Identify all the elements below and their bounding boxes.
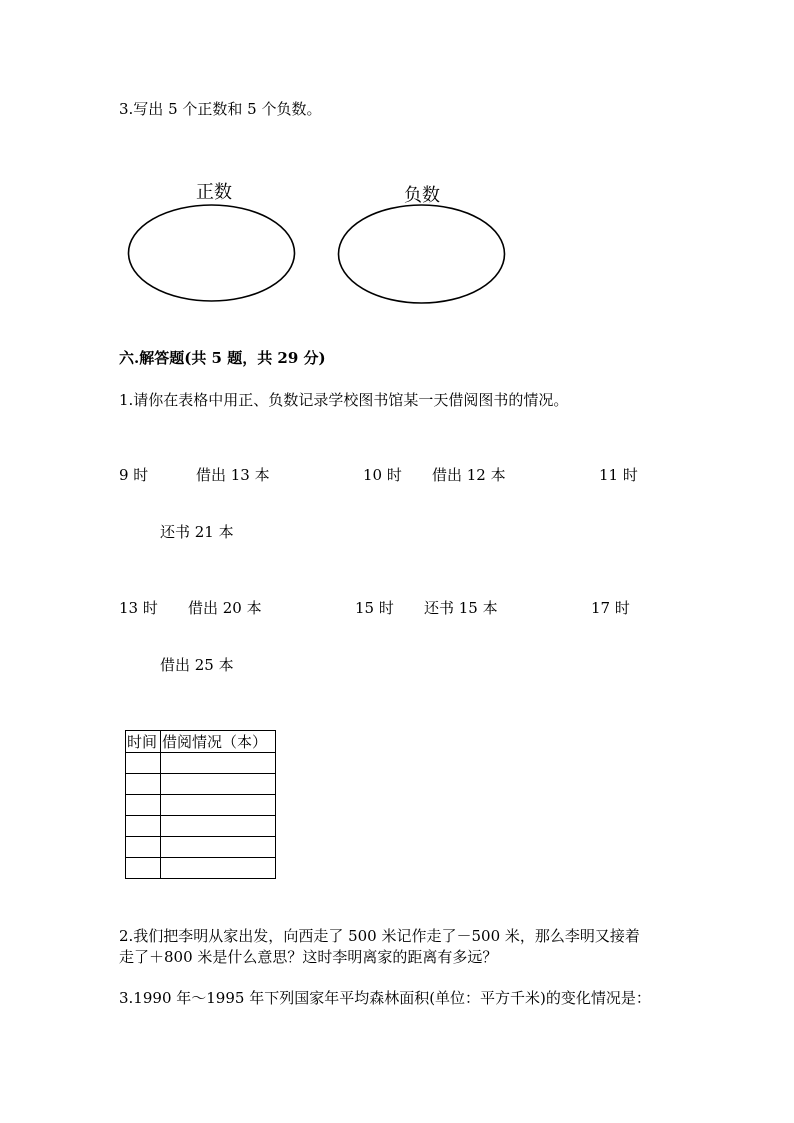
time-cell[interactable]: [126, 858, 161, 879]
record-time: 9 时: [119, 466, 149, 484]
lending-cell[interactable]: [161, 753, 276, 774]
negative-numbers-oval: [339, 205, 505, 303]
header-time: 时间: [126, 731, 161, 753]
negative-numbers-label: 负数: [404, 185, 440, 206]
lending-cell[interactable]: [161, 816, 276, 837]
table-row: [126, 858, 276, 879]
question-2-line-1: 2.我们把李明从家出发，向西走了 500 米记作走了－500 米，那么李明又接着: [119, 927, 640, 945]
time-cell[interactable]: [126, 837, 161, 858]
question-3-writing: 3.写出 5 个正数和 5 个负数。: [119, 100, 322, 118]
time-cell[interactable]: [126, 774, 161, 795]
question-3-forest: 3.1990 年～1995 年下列国家年平均森林面积(单位：平方千米)的变化情况是：: [119, 989, 651, 1007]
positive-numbers-label: 正数: [196, 182, 232, 203]
lending-cell[interactable]: [161, 837, 276, 858]
record-action: 借出 13 本: [196, 466, 270, 484]
record-action: 借出 20 本: [188, 599, 262, 617]
lending-cell[interactable]: [161, 795, 276, 816]
lending-cell[interactable]: [161, 858, 276, 879]
header-lending: 借阅情况（本）: [161, 731, 276, 753]
record-time: 10 时: [363, 466, 402, 484]
record-time: 13 时: [119, 599, 158, 617]
table-row: [126, 816, 276, 837]
time-cell[interactable]: [126, 816, 161, 837]
table-row: [126, 837, 276, 858]
table-row: [126, 753, 276, 774]
question-1-text: 1.请你在表格中用正、负数记录学校图书馆某一天借阅图书的情况。: [119, 391, 569, 409]
record-time: 15 时: [355, 599, 394, 617]
question-2-line-2: 走了＋800 米是什么意思？这时李明离家的距离有多远？: [119, 948, 498, 966]
lending-record-table: [125, 730, 276, 879]
time-cell[interactable]: [126, 753, 161, 774]
record-action: 还书 21 本: [160, 523, 234, 541]
number-sets-diagram: [0, 0, 794, 340]
record-action: 借出 12 本: [432, 466, 506, 484]
table-row: [126, 795, 276, 816]
table-row: [126, 774, 276, 795]
record-time: 11 时: [599, 466, 638, 484]
time-cell[interactable]: [126, 795, 161, 816]
positive-numbers-oval: [129, 205, 295, 301]
record-action: 还书 15 本: [424, 599, 498, 617]
section-6-heading: 六.解答题(共 5 题，共 29 分): [119, 349, 326, 367]
table-header-row: [126, 731, 276, 753]
record-time: 17 时: [591, 599, 630, 617]
record-action: 借出 25 本: [160, 656, 234, 674]
lending-cell[interactable]: [161, 774, 276, 795]
